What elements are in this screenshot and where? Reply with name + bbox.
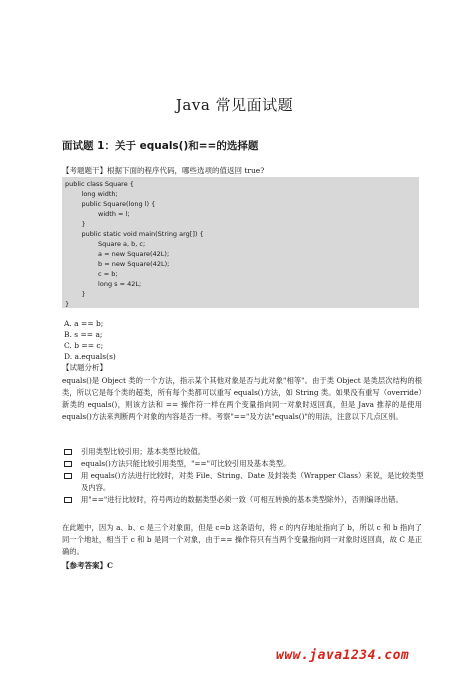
code-block: [62, 177, 419, 308]
code-line: c = b;: [65, 270, 118, 278]
watermark-text: www.java1234.com: [276, 648, 410, 663]
checkbox-bullet-icon: [64, 473, 72, 479]
list-item: 引用类型比较引用；基本类型比较值。: [64, 446, 424, 458]
list-item: 用"=="进行比较时，符号两边的数据类型必须一致（可相互转换的基本类型除外），否则编译出错。: [64, 494, 424, 506]
option-c: C. b == c;: [64, 341, 104, 350]
code-line: long width;: [65, 190, 118, 198]
analysis-paragraph: equals()是 Object 类的一个方法，指示某个其他对象是否与此对象"相等"。由于类 Object 是类层次结构的根类，所以它是每个类的超类，所有每个类都可以重写 equals()方法，如 String 类。如果没有重写（override）新类的 equals()，则该方法和 == 操作符一样在两个变量指向同一对象时返回真，但是 Java 推荐的是使用 equals()方法来判断两个对象的内容是否一样。考察"=="及方法"equals()"的用法，注意以下几点区别。: [62, 376, 422, 421]
conclusion-paragraph: 在此题中，因为 a、b、c 是三个对象面，但是 c=b 这条语句，将 c 的内存地址指向了 b，所以 c 和 b 指向了同一个地址，相当于 c 和 b 是同一个对象，由于== 操作符只有当两个变量指向同一对象时返回真，故 C 是正确的。: [62, 523, 422, 556]
list-item: equals()方法只能比较引用类型，"=="可比较引用及基本类型。: [64, 458, 424, 470]
question-stem: 【考题题干】根据下面的程序代码，哪些选项的值返回 true?: [62, 166, 265, 175]
checkbox-bullet-icon: [64, 449, 72, 455]
option-a: A. a == b;: [64, 319, 104, 328]
code-line: public class Square {: [65, 180, 134, 188]
code-line: a = new Square(42L);: [65, 250, 170, 258]
list-item: 用 equals()方法进行比较时，对类 File、String、Date 及封装类（Wrapper Class）来说，是比较类型及内容。: [64, 470, 424, 494]
bullet-list: [64, 446, 424, 506]
option-b: B. s == a;: [64, 330, 103, 339]
option-d: D. a.equals(s): [64, 352, 116, 361]
code-line: Square a, b, c;: [65, 240, 146, 248]
code-line: }: [65, 290, 86, 298]
section-title: 面试题 1：关于 equals()和==的选择题: [62, 140, 259, 152]
answer-options: [64, 318, 116, 362]
checkbox-bullet-icon: [64, 461, 72, 467]
code-line: width = l;: [65, 210, 130, 218]
page-title: Java 常见面试题: [175, 96, 294, 114]
analysis-heading: 【试题分析】: [62, 363, 107, 372]
code-line: long s = 42L;: [65, 280, 142, 288]
code-line: public Square(long l) {: [65, 200, 156, 208]
reference-answer: 【参考答案】C: [62, 561, 113, 570]
code-line: }: [65, 220, 86, 228]
code-line: }: [65, 300, 70, 308]
checkbox-bullet-icon: [64, 497, 72, 503]
code-line: b = new Square(42L);: [65, 260, 170, 268]
code-line: public static void main(String arg[]) {: [65, 230, 204, 238]
